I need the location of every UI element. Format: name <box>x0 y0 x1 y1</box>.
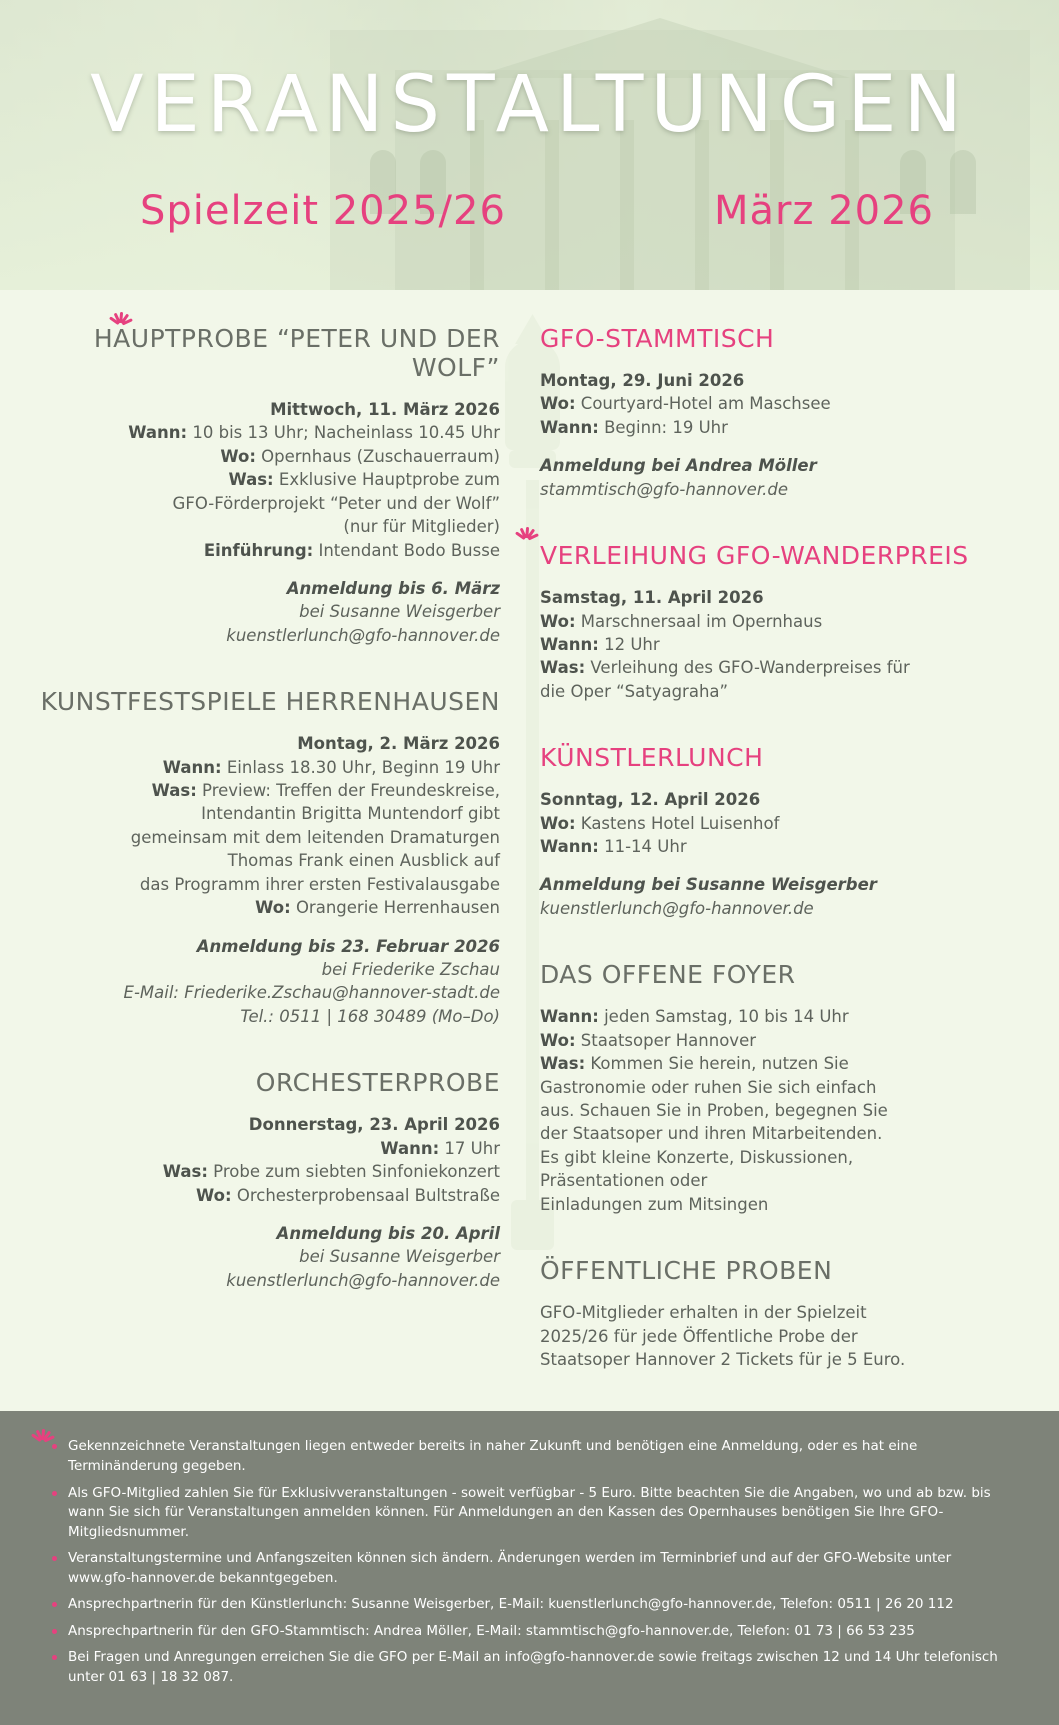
event-line: Was: Kommen Sie herein, nutzen Sie <box>540 1054 849 1074</box>
event-line: Wo: Courtyard-Hotel am Maschsee <box>540 394 831 414</box>
event-line: GFO-Förderprojekt “Peter und der Wolf” <box>172 493 500 513</box>
footer-note-item: Ansprechpartnerin für den Künstlerlunch: Susanne Weisgerber, E-Mail: kuenstlerlunch@gfo-hannover.de, Telefon: 0511 | 26 20 112 <box>50 1595 1009 1615</box>
starburst-icon <box>108 312 134 338</box>
event-date: Donnerstag, 23. April 2026 <box>248 1115 500 1135</box>
event-note: bei Susanne Weisgerber <box>299 602 500 622</box>
event-line: Wo: Marschnersaal im Opernhaus <box>540 611 823 631</box>
event-note: kuenstlerlunch@gfo-hannover.de <box>226 1270 500 1290</box>
footer-note-item: Ansprechpartnerin für den GFO-Stammtisch: Andrea Möller, E-Mail: stammtisch@gfo-hannover.de, Telefon: 01 73 | 66 53 235 <box>50 1622 1009 1642</box>
event-title: GFO-STAMMTISCH <box>540 324 775 353</box>
building-window <box>950 150 976 214</box>
event-body <box>30 398 500 647</box>
event-note: Anmeldung bei Susanne Weisgerber <box>540 875 877 895</box>
event-note: Tel.: 0511 | 168 30489 (Mo–Do) <box>240 1006 500 1026</box>
event-body <box>540 586 990 703</box>
page-title: VERANSTALTUNGEN <box>90 60 969 150</box>
event-section-orchesterprobe <box>30 1068 500 1292</box>
event-line: Wo: Staatsoper Hannover <box>540 1030 756 1050</box>
event-line: Was: Probe zum siebten Sinfoniekonzert <box>162 1162 500 1182</box>
event-line: Was: Preview: Treffen der Freundeskreise, <box>151 781 500 801</box>
event-line: Wann: 12 Uhr <box>540 634 660 654</box>
event-line: die Oper “Satyagraha” <box>540 681 729 701</box>
event-line: Wann: 10 bis 13 Uhr; Nacheinlass 10.45 Uhr <box>128 423 500 443</box>
event-line: Intendantin Brigitta Muntendorf gibt <box>201 804 500 824</box>
event-date: Mittwoch, 11. März 2026 <box>270 400 500 419</box>
event-line: Staatsoper Hannover 2 Tickets für je 5 Euro. <box>540 1349 906 1369</box>
event-title: ORCHESTERPROBE <box>255 1068 500 1098</box>
event-body <box>540 1005 990 1216</box>
event-section-kunstfestspiele <box>30 687 500 1028</box>
event-title: ÖFFENTLICHE PROBEN <box>540 1256 833 1286</box>
event-line: gemeinsam mit dem leitenden Dramaturgen <box>130 827 500 847</box>
event-line: GFO-Mitglieder erhalten in der Spielzeit <box>540 1303 867 1323</box>
event-line: Präsentationen oder <box>540 1171 708 1191</box>
event-date: Montag, 29. Juni 2026 <box>540 371 745 390</box>
event-note: bei Friederike Zschau <box>321 960 500 980</box>
event-line: Gastronomie oder ruhen Sie sich einfach <box>540 1077 877 1097</box>
event-note: Anmeldung bis 6. März <box>286 578 500 598</box>
event-body <box>30 732 500 1028</box>
event-line: (nur für Mitglieder) <box>343 517 500 537</box>
event-title: HAUPTPROBE “PETER UND DER WOLF” <box>93 324 500 382</box>
footer-list <box>50 1437 1009 1687</box>
event-title: VERLEIHUNG GFO-WANDERPREIS <box>540 541 969 571</box>
event-body <box>540 788 990 920</box>
event-line: Was: Verleihung des GFO-Wanderpreises für <box>540 658 910 678</box>
event-line: Wann: jeden Samstag, 10 bis 14 Uhr <box>540 1007 849 1027</box>
footer-note-item: Gekennzeichnete Veranstaltungen liegen entweder bereits in naher Zukunft und benötigen eine Anmeldung, oder es hat eine Terminänderung gegeben. <box>50 1437 1009 1476</box>
event-line: Wo: Orchesterprobensaal Bultstraße <box>196 1185 500 1205</box>
event-note: Anmeldung bei Andrea Möller <box>540 456 817 476</box>
event-section-wanderpreis <box>540 541 990 703</box>
footer-notes <box>0 1411 1059 1724</box>
event-section-hauptprobe <box>30 324 500 647</box>
footer-note-item: Bei Fragen und Anregungen erreichen Sie die GFO per E-Mail an info@gfo-hannover.de sowie freitags zwischen 12 und 14 Uhr telefonisch unter 01 63 | 18 32 087. <box>50 1648 1009 1687</box>
event-note: Anmeldung bis 20. April <box>276 1223 500 1243</box>
event-note: kuenstlerlunch@gfo-hannover.de <box>226 625 500 645</box>
event-body <box>30 1113 500 1292</box>
season-label: Spielzeit 2025/26 <box>140 188 506 234</box>
footer-note-item: Veranstaltungstermine und Anfangszeiten können sich ändern. Änderungen werden im Terminbrief und auf der GFO-Website unter www.gfo-hannover.de bekanntgegeben. <box>50 1549 1009 1588</box>
event-line: Einführung: Intendant Bodo Busse <box>203 540 500 560</box>
event-line: Thomas Frank einen Ausblick auf <box>227 851 500 871</box>
event-body <box>540 369 990 501</box>
page-header <box>0 0 1059 290</box>
event-note: kuenstlerlunch@gfo-hannover.de <box>540 898 814 918</box>
month-label: März 2026 <box>714 188 934 234</box>
event-line: das Programm ihrer ersten Festivalausgabe <box>139 874 500 894</box>
right-column <box>540 324 990 1411</box>
event-title: DAS OFFENE FOYER <box>540 960 796 990</box>
starburst-icon <box>514 527 540 553</box>
event-date: Samstag, 11. April 2026 <box>540 588 764 608</box>
event-date: Montag, 2. März 2026 <box>297 734 500 754</box>
event-line: Wann: Einlass 18.30 Uhr, Beginn 19 Uhr <box>162 757 500 777</box>
event-note: E-Mail: Friederike.Zschau@hannover-stadt.de <box>123 983 500 1003</box>
event-title: KUNSTFESTSPIELE HERRENHAUSEN <box>40 687 500 717</box>
event-line: der Staatsoper und ihren Mitarbeitenden. <box>540 1124 883 1144</box>
event-line: Wann: 11-14 Uhr <box>540 837 687 857</box>
event-section-stammtisch <box>540 324 990 501</box>
event-section-offenes-foyer <box>540 960 990 1216</box>
event-line: Wo: Opernhaus (Zuschauerraum) <box>220 446 500 466</box>
event-line: Wann: Beginn: 19 Uhr <box>540 417 728 437</box>
content-area <box>0 290 1059 1411</box>
event-line: Einladungen zum Mitsingen <box>540 1194 769 1214</box>
event-line: Es gibt kleine Konzerte, Diskussionen, <box>540 1147 854 1167</box>
event-line: aus. Schauen Sie in Proben, begegnen Sie <box>540 1101 888 1121</box>
left-column <box>30 324 500 1411</box>
event-title: KÜNSTLERLUNCH <box>540 743 764 773</box>
event-line: Wann: 17 Uhr <box>380 1138 500 1158</box>
event-date: Sonntag, 12. April 2026 <box>540 790 761 810</box>
event-section-oeffentliche-proben <box>540 1256 990 1371</box>
event-line: Wo: Orangerie Herrenhausen <box>255 898 500 918</box>
event-note: stammtisch@gfo-hannover.de <box>540 479 788 499</box>
event-line: 2025/26 für jede Öffentliche Probe der <box>540 1326 858 1346</box>
event-body <box>540 1301 990 1371</box>
event-section-kuenstlerlunch <box>540 743 990 920</box>
event-line: Was: Exklusive Hauptprobe zum <box>228 470 500 490</box>
footer-note-item: Als GFO-Mitglied zahlen Sie für Exklusivveranstaltungen - soweit verfügbar - 5 Euro. Bitte beachten Sie die Angaben, wo und ab bzw. bis wann Sie sich für Veranstaltungen anmelden können. Für Anmeldungen an den Kassen des Opernhauses benötigen Sie Ihre GFO-Mitgliedsnummer. <box>50 1484 1009 1543</box>
event-line: Wo: Kastens Hotel Luisenhof <box>540 813 780 833</box>
event-note: Anmeldung bis 23. Februar 2026 <box>196 936 500 956</box>
event-note: bei Susanne Weisgerber <box>299 1247 500 1267</box>
